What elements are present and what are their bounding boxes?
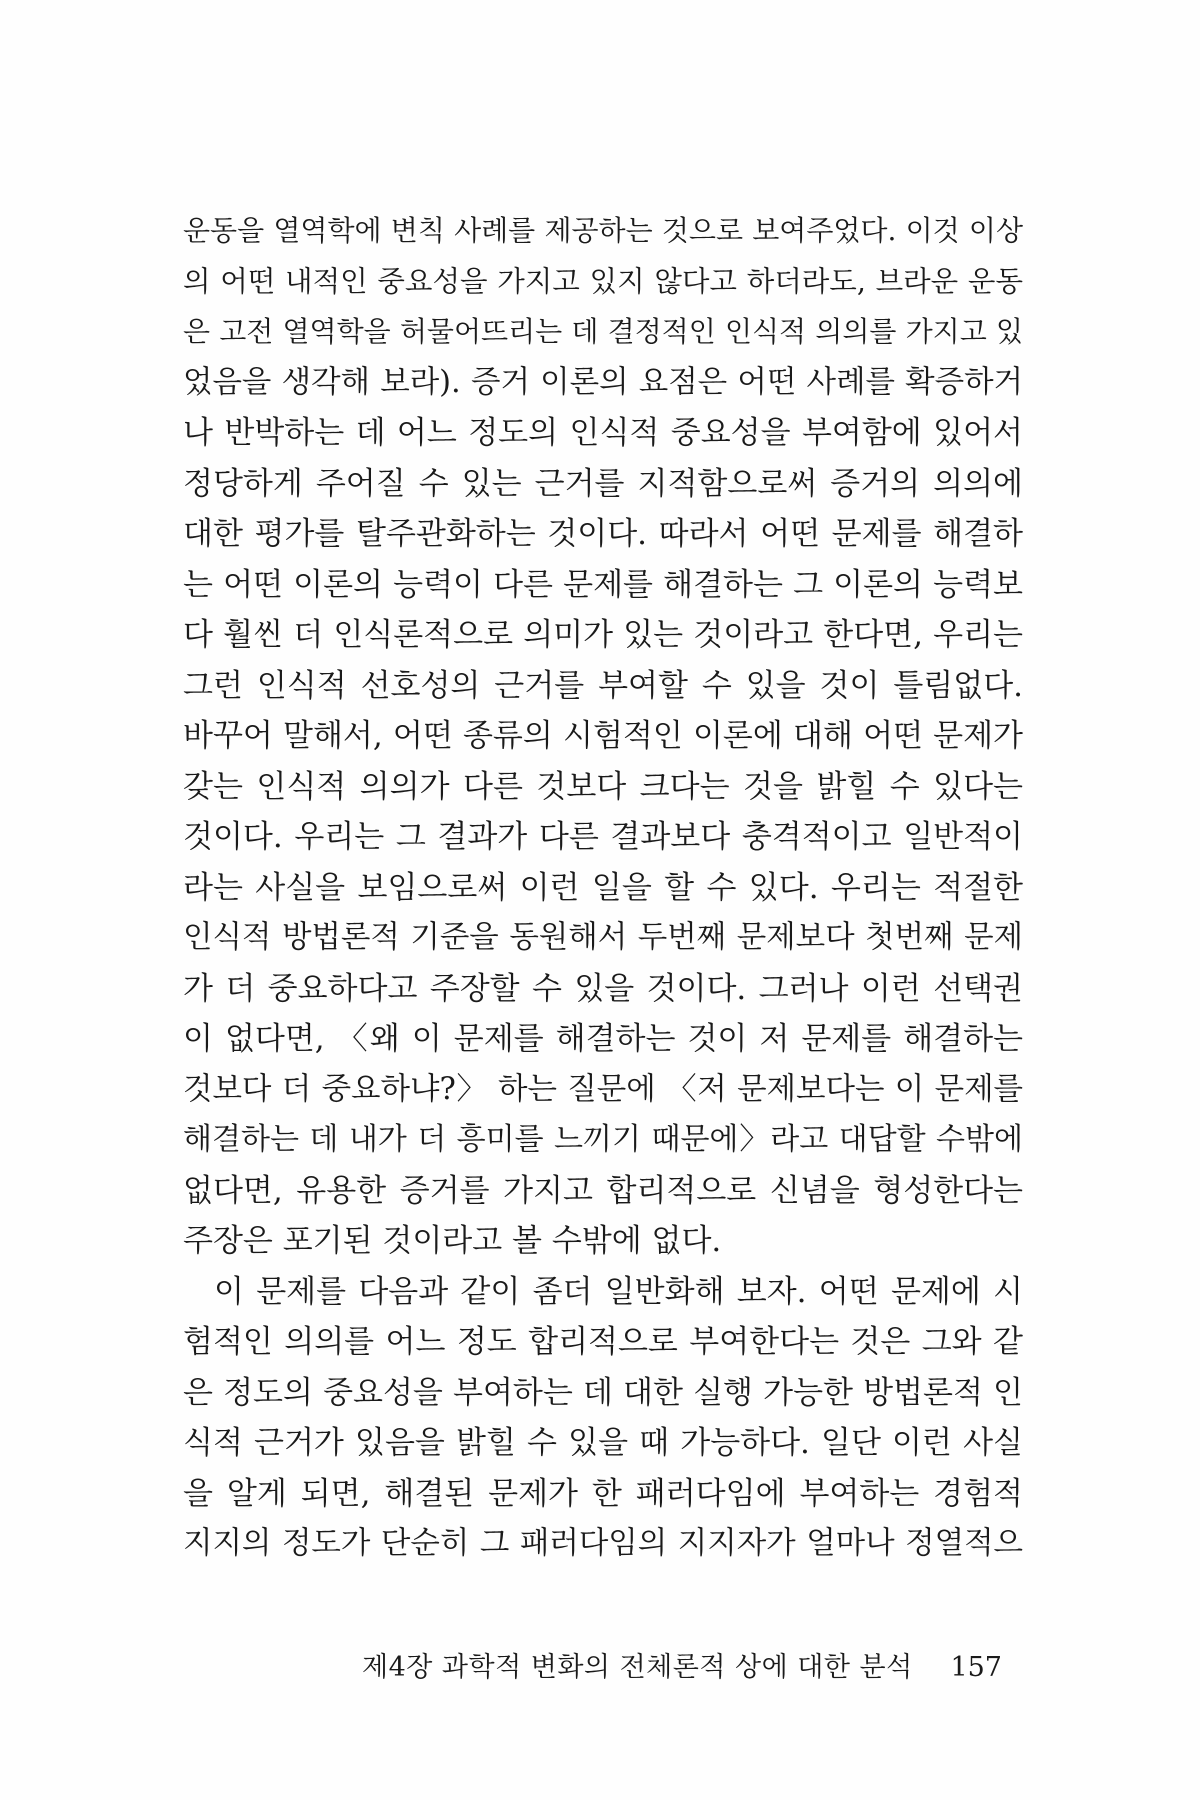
running-head: 제4장 과학적 변화의 전체론적 상에 대한 분석 bbox=[362, 1652, 913, 1683]
text-line: 험적인 의의를 어느 정도 합리적으로 부여한다는 것은 그와 같 bbox=[183, 1324, 1023, 1360]
text-line: 은 고전 열역학을 허물어뜨리는 데 결정적인 인식적 의의를 가지고 있 bbox=[183, 315, 1023, 348]
text-line: 정당하게 주어질 수 있는 근거를 지적함으로써 증거의 의의에 bbox=[183, 465, 1023, 502]
text-line: 지지의 정도가 단순히 그 패러다임의 지지자가 얼마나 정열적으 bbox=[183, 1526, 1023, 1561]
text-line: 의 어떤 내적인 중요성을 가지고 있지 않다고 하더라도, 브라운 운동 bbox=[183, 264, 1023, 298]
text-line: 것이다. 우리는 그 결과가 다른 결과보다 충격적이고 일반적이 bbox=[183, 819, 1023, 855]
text-line: 대한 평가를 탈주관화하는 것이다. 따라서 어떤 문제를 해결하 bbox=[183, 516, 1023, 552]
text-line: 가 더 중요하다고 주장할 수 있을 것이다. 그러나 이런 선택권 bbox=[183, 970, 1023, 1007]
text-line: 었음을 생각해 보라). 증거 이론의 요점은 어떤 사례를 확증하거 bbox=[183, 364, 1023, 400]
text-line: 갖는 인식적 의의가 다른 것보다 크다는 것을 밝힐 수 있다는 bbox=[183, 768, 1023, 805]
paragraph-end-line: 주장은 포기된 것이라고 볼 수밖에 없다. bbox=[183, 1223, 722, 1259]
page-number: 157 bbox=[950, 1652, 1002, 1683]
text-line: 나 반박하는 데 어느 정도의 인식적 중요성을 부여함에 있어서 bbox=[183, 415, 1023, 451]
text-line: 식적 근거가 있음을 밝힐 수 있을 때 가능하다. 일단 이런 사실 bbox=[183, 1425, 1023, 1461]
text-line: 은 정도의 중요성을 부여하는 데 대한 실행 가능한 방법론적 인 bbox=[183, 1374, 1023, 1411]
paragraph-start-line: 이 문제를 다음과 같이 좀더 일반화해 보자. 어떤 문제에 시 bbox=[214, 1273, 1023, 1310]
text-line: 다 훨씬 더 인식론적으로 의미가 있는 것이라고 한다면, 우리는 bbox=[183, 617, 1023, 653]
text-line: 그런 인식적 선호성의 근거를 부여할 수 있을 것이 틀림없다. bbox=[183, 667, 1023, 704]
text-line: 해결하는 데 내가 더 흥미를 느끼기 때문에〉라고 대답할 수밖에 bbox=[183, 1122, 1023, 1157]
text-line: 운동을 열역학에 변칙 사례를 제공하는 것으로 보여주었다. 이것 이상 bbox=[183, 214, 1023, 247]
text-line: 것보다 더 중요하냐?〉 하는 질문에 〈저 문제보다는 이 문제를 bbox=[183, 1071, 1023, 1107]
text-line: 인식적 방법론적 기준을 동원해서 두번째 문제보다 첫번째 문제 bbox=[183, 920, 1023, 955]
text-line: 이 없다면, 〈왜 이 문제를 해결하는 것이 저 문제를 해결하는 bbox=[183, 1021, 1023, 1057]
body-text bbox=[183, 206, 1023, 1570]
text-line: 라는 사실을 보임으로써 이런 일을 할 수 있다. 우리는 적절한 bbox=[183, 869, 1023, 906]
text-line: 바꾸어 말해서, 어떤 종류의 시험적인 이론에 대해 어떤 문제가 bbox=[183, 718, 1023, 754]
text-line: 는 어떤 이론의 능력이 다른 문제를 해결하는 그 이론의 능력보 bbox=[183, 566, 1023, 603]
text-line: 없다면, 유용한 증거를 가지고 합리적으로 신념을 형성한다는 bbox=[183, 1172, 1023, 1209]
page-footer bbox=[362, 1648, 1002, 1688]
text-line: 을 알게 되면, 해결된 문제가 한 패러다임에 부여하는 경험적 bbox=[183, 1475, 1023, 1512]
